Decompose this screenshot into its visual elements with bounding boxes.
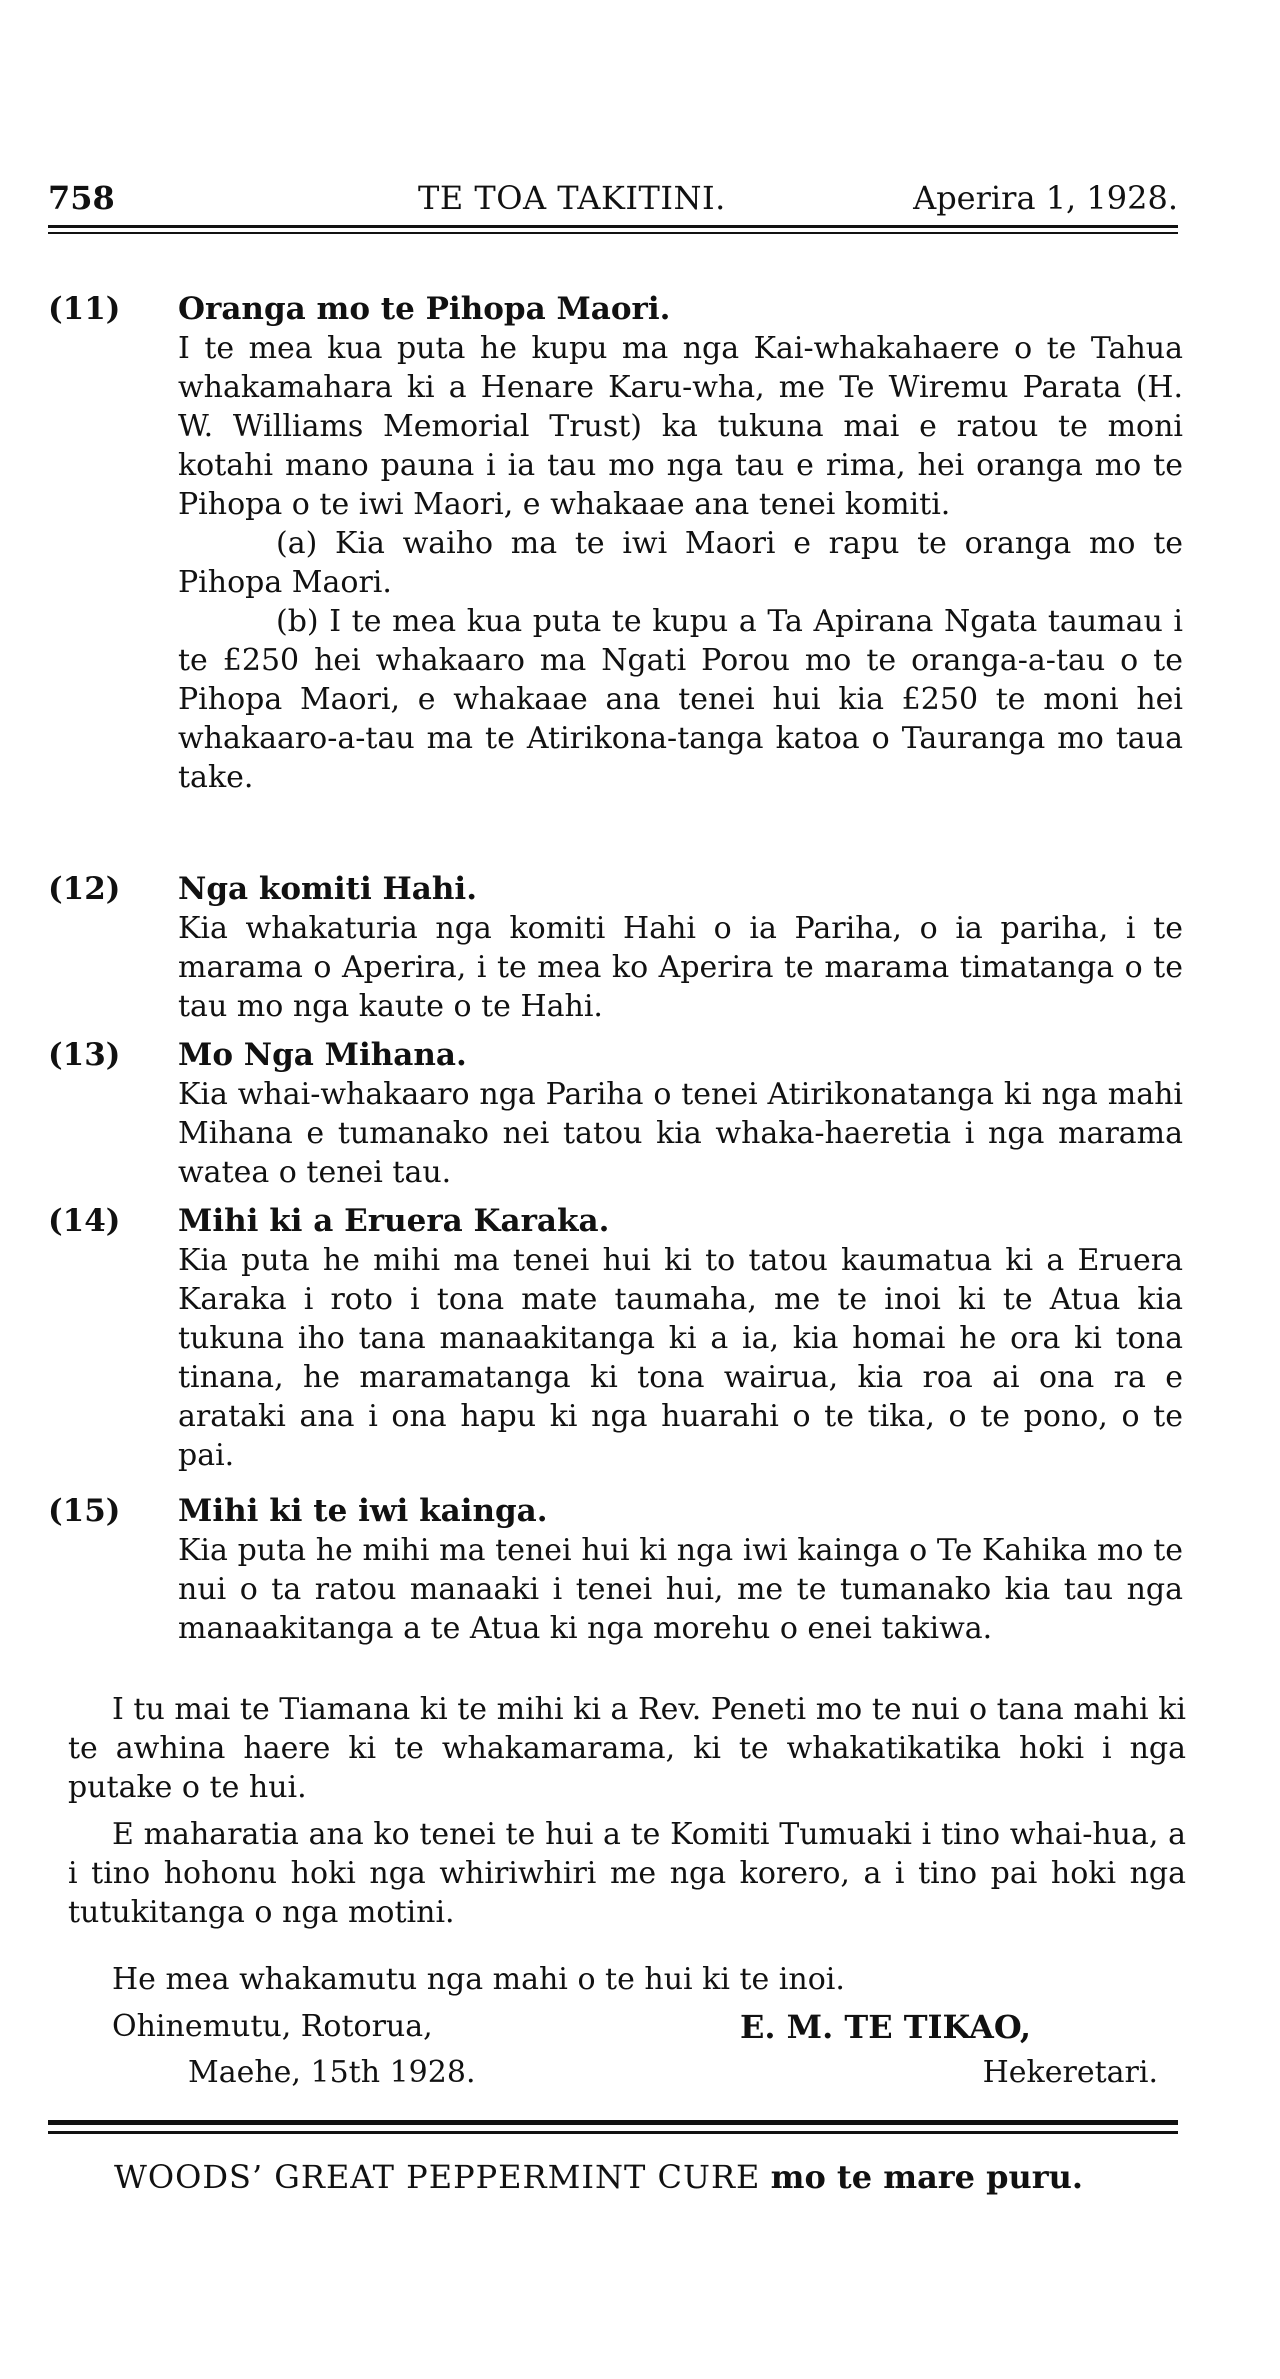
sub-paragraph-a: (a) Kia waiho ma te iwi Maori e rapu te oranga mo te Pihopa Maori. [178,526,1183,600]
resolution-item-11 [48,290,1198,797]
signature-signer-block [740,2004,1170,2096]
item-body: Kia puta he mihi ma tenei hui ki nga iwi kainga o Te Kahika mo te nui o ta ratou manaaki i tenei hui, me te tumanako kia tau nga manaakitanga a te Atua ki nga morehu o enei takiwa. [178,1533,1183,1646]
advert-brand: WOODS’ GREAT PEPPERMINT CURE [114,2158,761,2196]
signature-role: Hekeretari. [982,2055,1158,2090]
footer-rule-thick [48,2120,1178,2125]
sub-paragraph-b: (b) I te mea kua puta te kupu a Ta Apirana Ngata taumau i te £250 hei whakaaro ma Ngati Porou mo te oranga-a-tau o te Pihopa Maori, e whakaae ana tenei hui kia £250 te moni hei whakaaro-a-tau ma te Atirikona-tanga katoa o Tauranga mo taua take. [178,604,1183,795]
item-number: (14) [48,1203,121,1239]
journal-title: TE TOA TAKITINI. [418,179,726,217]
signature-signer: E. M. TE TIKAO, [740,2008,1031,2046]
item-body: Kia whakaturia nga komiti Hahi o ia Pariha, o ia pariha, i te marama o Aperira, i te mea ko Aperira te marama timatanga o te tau mo nga kaute o te Hahi. [178,911,1183,1024]
signature-place-date [112,2004,632,2096]
item-heading: Mihi ki te iwi kainga. [178,1493,548,1529]
item-heading: Mihi ki a Eruera Karaka. [178,1203,610,1239]
resolution-item-15 [48,1492,1198,1648]
footer-rule-thin [48,2131,1178,2134]
advertisement [68,2156,1186,2198]
item-body: I te mea kua puta he kupu ma nga Kai-whakahaere o te Tahua whakamahara ki a Henare Karu-wha, me Te Wiremu Parata (H. W. Williams Memorial Trust) ka tukuna mai e ratou te moni kotahi mano pauna i ia tau mo nga tau e rima, hei oranga mo te Pihopa o te iwi Maori, e whakaae ana tenei komiti. [178,331,1183,522]
page-header [48,176,1178,220]
paragraph-praise-committee: E maharatia ana ko tenei te hui a te Komiti Tumuaki i tino whai-hua, a i tino hohonu hoki nga whiriwhiri me nga korero, a i tino pai hoki nga tutukitanga o nga motini. [68,1817,1186,1930]
item-number: (12) [48,871,121,907]
resolution-item-12 [48,870,1198,1026]
page-number: 758 [48,179,115,217]
header-rule-thick [48,225,1178,228]
header-rule-thin [48,232,1178,234]
item-number: (13) [48,1037,121,1073]
resolution-item-13 [48,1036,1198,1192]
signature-date: Maehe, 15th 1928. [188,2055,476,2090]
item-heading: Nga komiti Hahi. [178,871,477,907]
item-number: (11) [48,291,121,327]
signature-place: Ohinemutu, Rotorua, [112,2009,433,2044]
issue-date: Aperira 1, 1928. [913,179,1178,217]
item-body: Kia puta he mihi ma tenei hui ki to tatou kaumatua ki a Eruera Karaka i roto i tona mate taumaha, me te inoi ki te Atua kia tukuna iho tana manaakitanga ki a ia, kia homai he ora ki tona tinana, he maramatanga ki tona wairua, kia roa ai ona ra e arataki ana i ona hapu ki nga huarahi o te tika, o te pono, o te pai. [178,1243,1183,1473]
paragraph-thanks-chairman: I tu mai te Tiamana ki te mihi ki a Rev. Peneti mo te nui o tana mahi ki te awhina haere ki te whakamarama, ki te whakatikatika hoki i nga putake o te hui. [68,1692,1186,1805]
item-heading: Oranga mo te Pihopa Maori. [178,291,671,327]
item-number: (15) [48,1493,121,1529]
item-heading: Mo Nga Mihana. [178,1037,467,1073]
advert-tail: mo te mare puru. [770,2158,1084,2196]
resolution-item-14 [48,1202,1198,1475]
paragraph-closing: He mea whakamutu nga mahi o te hui ki te inoi. [112,1962,845,1997]
item-body: Kia whai-whakaaro nga Pariha o tenei Atirikonatanga ki nga mahi Mihana e tumanako nei tatou kia whaka-haeretia i nga marama watea o tenei tau. [178,1077,1183,1190]
